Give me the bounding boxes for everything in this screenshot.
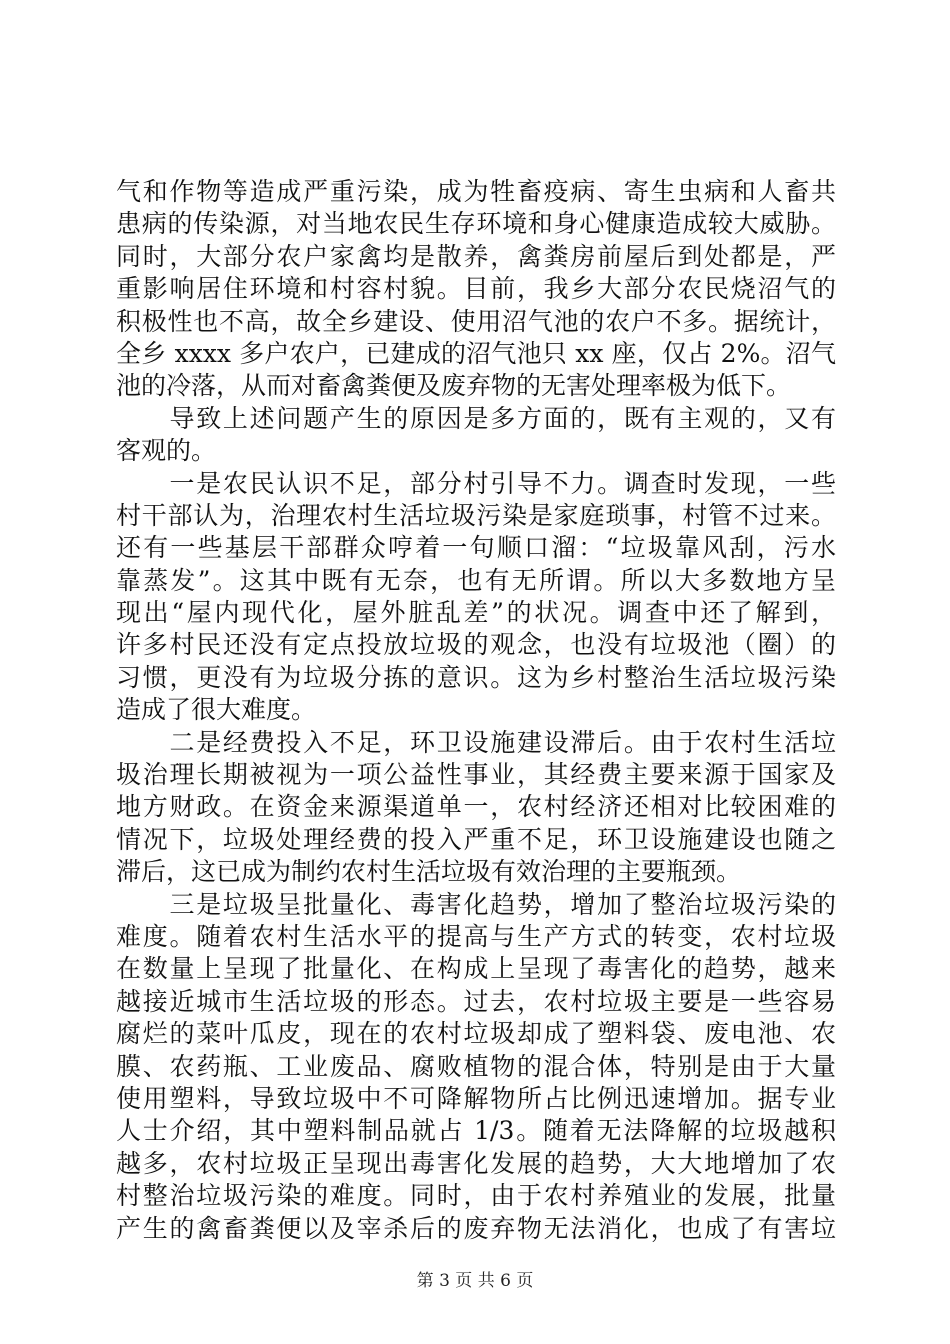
text-line: 导致上述问题产生的原因是多方面的，既有主观的，又有	[116, 403, 836, 433]
text-line: 积极性也不高，故全乡建设、使用沼气池的农户不多。据统计，	[116, 306, 836, 336]
text-line: 还有一些基层干部群众哼着一句顺口溜：“垃圾靠风刮，污水	[116, 533, 836, 563]
text-line: 患病的传染源，对当地农民生存环境和身心健康造成较大威胁。	[116, 209, 836, 239]
text-line: 一是农民认识不足，部分村引导不力。调查时发现，一些	[116, 468, 836, 498]
text-line: 同时，大部分农户家禽均是散养，禽粪房前屋后到处都是，严	[116, 241, 836, 271]
text-line: 池的冷落，从而对畜禽粪便及废弃物的无害处理率极为低下。	[116, 371, 792, 401]
text-line: 重影响居住环境和村容村貌。目前，我乡大部分农民烧沼气的	[116, 274, 836, 304]
text-line: 难度。随着农村生活水平的提高与生产方式的转变，农村垃圾	[116, 921, 836, 951]
text-line: 习惯，更没有为垃圾分拣的意识。这为乡村整治生活垃圾污染	[116, 662, 836, 692]
text-line: 客观的。	[116, 436, 217, 466]
body-text	[116, 176, 836, 1245]
text-line: 造成了很大难度。	[116, 695, 317, 725]
text-line: 许多村民还没有定点投放垃圾的观念，也没有垃圾池（圈）的	[116, 630, 836, 660]
text-line: 产生的禽畜粪便以及宰杀后的废弃物无法消化，也成了有害垃	[116, 1213, 836, 1243]
text-line: 使用塑料，导致垃圾中不可降解物所占比例迅速增加。据专业	[116, 1083, 836, 1113]
text-line: 气和作物等造成严重污染，成为牲畜疫病、寄生虫病和人畜共	[116, 177, 836, 206]
text-line: 在数量上呈现了批量化、在构成上呈现了毒害化的趋势，越来	[116, 954, 836, 984]
text-line: 人士介绍，其中塑料制品就占 1/3。随着无法降解的垃圾越积	[116, 1116, 836, 1146]
text-line: 现出“屋内现代化，屋外脏乱差”的状况。调查中还了解到，	[116, 598, 836, 628]
text-line: 滞后，这已成为制约农村生活垃圾有效治理的主要瓶颈。	[116, 857, 742, 887]
text-line: 靠蒸发”。这其中既有无奈，也有无所谓。所以大多数地方呈	[116, 565, 836, 595]
text-line: 情况下，垃圾处理经费的投入严重不足，环卫设施建设也随之	[116, 824, 836, 854]
text-line: 二是经费投入不足，环卫设施建设滞后。由于农村生活垃	[116, 727, 836, 757]
text-line: 全乡 xxxx 多户农户，已建成的沼气池只 xx 座，仅占 2%。沼气	[116, 338, 836, 368]
text-line: 越多，农村垃圾正呈现出毒害化发展的趋势，大大地增加了农	[116, 1148, 836, 1178]
page-footer: 第 3 页 共 6 页	[416, 1271, 534, 1291]
text-line: 越接近城市生活垃圾的形态。过去，农村垃圾主要是一些容易	[116, 986, 836, 1016]
text-line: 膜、农药瓶、工业废品、腐败植物的混合体，特别是由于大量	[116, 1051, 836, 1081]
text-line: 圾治理长期被视为一项公益性事业，其经费主要来源于国家及	[116, 760, 836, 790]
text-line: 腐烂的菜叶瓜皮，现在的农村垃圾却成了塑料袋、废电池、农	[116, 1019, 836, 1049]
text-line: 三是垃圾呈批量化、毒害化趋势，增加了整治垃圾污染的	[116, 889, 836, 919]
text-line: 村整治垃圾污染的难度。同时，由于农村养殖业的发展，批量	[116, 1181, 836, 1211]
text-line: 村干部认为，治理农村生活垃圾污染是家庭琐事，村管不过来。	[116, 500, 836, 530]
text-line: 地方财政。在资金来源渠道单一，农村经济还相对比较困难的	[116, 792, 836, 822]
